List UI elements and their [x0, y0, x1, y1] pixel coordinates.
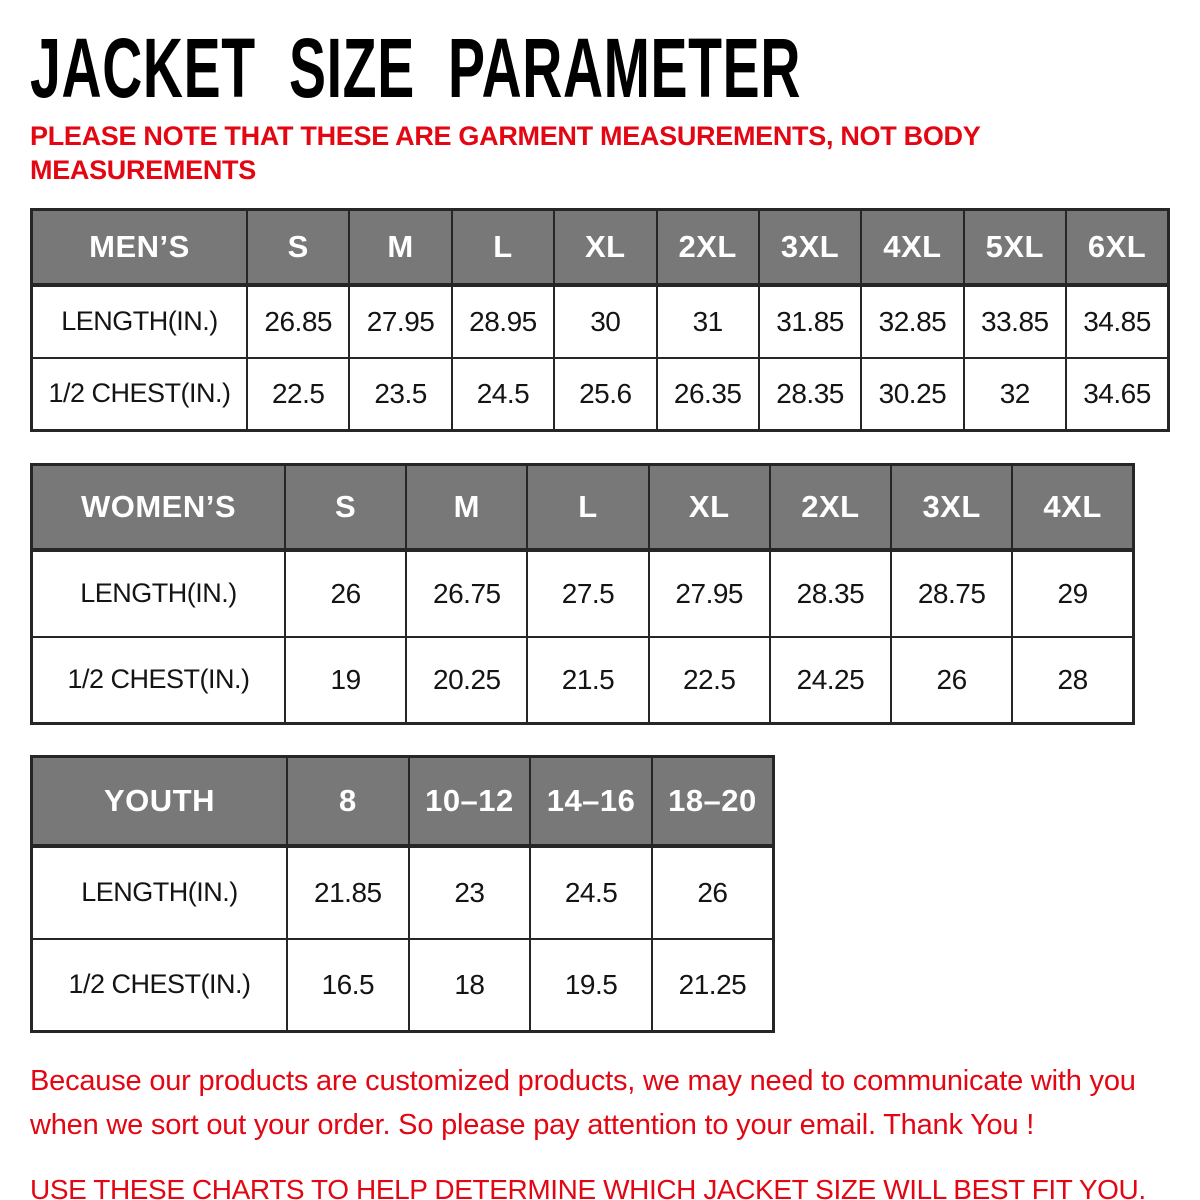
value-cell: 28 — [1012, 637, 1133, 724]
value-cell: 26.85 — [247, 285, 349, 358]
row-label: 1/2 CHEST(IN.) — [32, 637, 286, 724]
size-column-header: L — [527, 464, 648, 550]
garment-measurement-note — [30, 120, 1170, 188]
value-cell: 34.85 — [1066, 285, 1169, 358]
table-row — [32, 637, 1134, 724]
value-cell: 31 — [657, 285, 759, 358]
value-cell: 26 — [285, 550, 406, 637]
customization-notice — [30, 1059, 1170, 1149]
size-column-header: 14–16 — [530, 756, 652, 846]
row-label: LENGTH(IN.) — [32, 846, 288, 939]
value-cell: 27.95 — [349, 285, 451, 358]
chart-usage-note: USE THESE CHARTS TO HELP DETERMINE WHICH JACKET SIZE WILL BEST FIT YOU. — [30, 1174, 1146, 1200]
value-cell: 23 — [409, 846, 531, 939]
row-label: 1/2 CHEST(IN.) — [32, 939, 288, 1032]
table-header-row — [32, 209, 1169, 285]
table-row — [32, 285, 1169, 358]
table-header-row — [32, 464, 1134, 550]
value-cell: 24.25 — [770, 637, 891, 724]
value-cell: 32.85 — [861, 285, 963, 358]
value-cell: 27.5 — [527, 550, 648, 637]
table-row — [32, 846, 774, 939]
table-row — [32, 358, 1169, 431]
size-column-header: 3XL — [759, 209, 861, 285]
value-cell: 21.25 — [652, 939, 774, 1032]
value-cell: 26 — [652, 846, 774, 939]
value-cell: 28.75 — [891, 550, 1012, 637]
size-column-header: 4XL — [861, 209, 963, 285]
value-cell: 21.85 — [287, 846, 409, 939]
size-table-youth — [30, 755, 775, 1033]
value-cell: 29 — [1012, 550, 1133, 637]
size-column-header: XL — [554, 209, 656, 285]
value-cell: 19.5 — [530, 939, 652, 1032]
table-row — [32, 550, 1134, 637]
value-cell: 30.25 — [861, 358, 963, 431]
value-cell: 24.5 — [452, 358, 554, 431]
size-column-header: 6XL — [1066, 209, 1169, 285]
value-cell: 23.5 — [349, 358, 451, 431]
page-title: JACKET SIZE PARAMETER — [30, 21, 802, 115]
size-column-header: 2XL — [770, 464, 891, 550]
value-cell: 28.95 — [452, 285, 554, 358]
value-cell: 26.35 — [657, 358, 759, 431]
value-cell: 24.5 — [530, 846, 652, 939]
size-column-header: 4XL — [1012, 464, 1133, 550]
table-title-cell: WOMEN’S — [32, 464, 286, 550]
value-cell: 26 — [891, 637, 1012, 724]
size-column-header: S — [247, 209, 349, 285]
value-cell: 25.6 — [554, 358, 656, 431]
value-cell: 34.65 — [1066, 358, 1169, 431]
value-cell: 28.35 — [770, 550, 891, 637]
value-cell: 28.35 — [759, 358, 861, 431]
value-cell: 30 — [554, 285, 656, 358]
value-cell: 16.5 — [287, 939, 409, 1032]
size-table-womens — [30, 463, 1135, 725]
size-column-header: 2XL — [657, 209, 759, 285]
note-line-1: PLEASE NOTE THAT THESE ARE GARMENT MEASUREMENTS, NOT BODY — [30, 121, 981, 151]
customization-notice-line-2: when we sort out your order. So please pay attention to your email. Thank You ! — [30, 1109, 1035, 1142]
value-cell: 18 — [409, 939, 531, 1032]
size-column-header: XL — [649, 464, 770, 550]
customization-notice-line-1: Because our products are customized products, we may need to communicate with you — [30, 1064, 1136, 1097]
size-column-header: 5XL — [964, 209, 1066, 285]
table-title-cell: MEN’S — [32, 209, 248, 285]
table-header-row — [32, 756, 774, 846]
row-label: LENGTH(IN.) — [32, 285, 248, 358]
size-column-header: 8 — [287, 756, 409, 846]
size-column-header: M — [349, 209, 451, 285]
size-column-header: S — [285, 464, 406, 550]
value-cell: 21.5 — [527, 637, 648, 724]
value-cell: 31.85 — [759, 285, 861, 358]
row-label: 1/2 CHEST(IN.) — [32, 358, 248, 431]
size-table-mens — [30, 208, 1170, 432]
value-cell: 26.75 — [406, 550, 527, 637]
table-title-cell: YOUTH — [32, 756, 288, 846]
value-cell: 19 — [285, 637, 406, 724]
value-cell: 27.95 — [649, 550, 770, 637]
table-row — [32, 939, 774, 1032]
value-cell: 33.85 — [964, 285, 1066, 358]
note-line-2: MEASUREMENTS — [30, 154, 256, 185]
size-column-header: 18–20 — [652, 756, 774, 846]
value-cell: 22.5 — [649, 637, 770, 724]
size-column-header: 3XL — [891, 464, 1012, 550]
size-column-header: M — [406, 464, 527, 550]
row-label: LENGTH(IN.) — [32, 550, 286, 637]
value-cell: 32 — [964, 358, 1066, 431]
size-column-header: L — [452, 209, 554, 285]
value-cell: 20.25 — [406, 637, 527, 724]
size-column-header: 10–12 — [409, 756, 531, 846]
value-cell: 22.5 — [247, 358, 349, 431]
